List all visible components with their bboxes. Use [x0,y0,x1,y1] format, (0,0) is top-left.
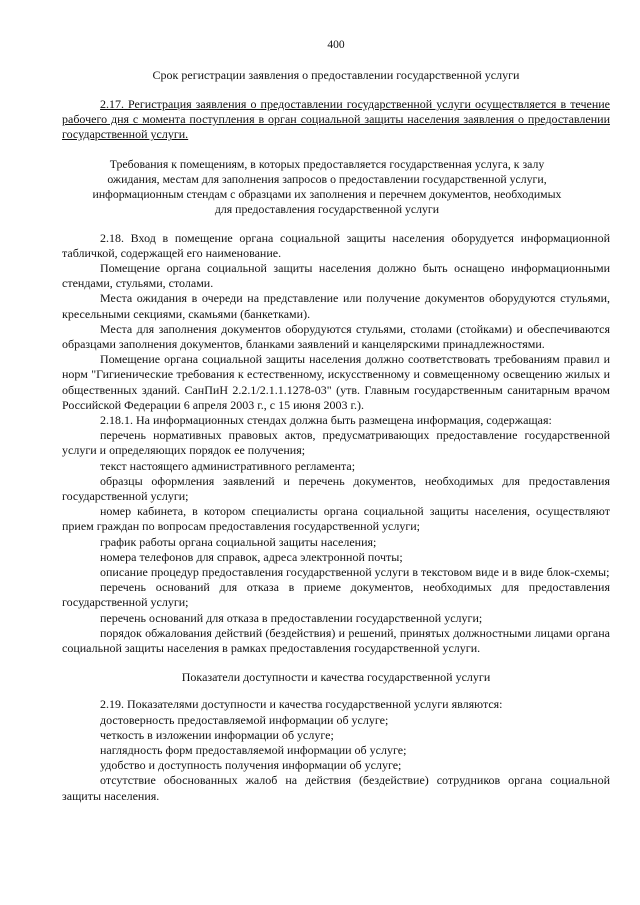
list-item: порядок обжалования действий (бездействия) и решений, принятых должностными лицами органа социальной защиты населения в рамках предоставления государственной услуги. [62,625,610,656]
paragraph-filling: Места для заполнения документов оборудуются стульями, столами (стойками) и обеспечиваются образцами заполнения документов, бланками заявлений и канцелярскими принадлежностями. [62,321,610,352]
list-item: удобство и доступность получения информации об услуге; [100,758,402,773]
list-item: наглядность форм предоставляемой информации об услуге; [100,742,407,757]
list-item: текст настоящего административного регламента; [100,458,356,473]
list-item: номер кабинета, в котором специалисты органа социальной защиты населения, осуществляют прием граждан по вопросам предоставления государственной услуги; [62,504,610,534]
section-heading-indicators: Показатели доступности и качества государственной услуги [181,670,491,685]
paragraph-sanpin: Помещение органа социальной защиты населения должно соответствовать требованиям правил и норм "Гигиенические требования к естественному, искусственному и совмещенному освещению жилых и общественных зданий. СанПиН 2.2.1/2.1.1.1278-03" (утв. Главным государственным санитарным врачом Российской Федерации 6 апреля 2003 г., с 15 июня 2003 г.). [62,352,610,412]
paragraph-2-18-1: 2.18.1. На информационных стендах должна быть размещена информация, содержащая: [100,413,552,428]
list-item: перечень оснований для отказа в приеме документов, необходимых для предоставления государственной услуги; [62,580,610,610]
page-number: 400 [327,39,345,51]
section-heading-registration: Срок регистрации заявления о предоставлении государственной услуги [152,68,520,82]
list-item: перечень нормативных правовых актов, предусматривающих предоставление государственной услуги и определяющих порядок ее получения; [62,428,610,458]
section-heading-requirements: Требования к помещениям, в которых предоставляется государственная услуга, к залу ожидания, местам для заполнения запросов о предоставлении государственной услуги, информационным стендам с образцами их заполнения и перечнем документов, необходимых для предоставления государственной услуги [92,156,562,216]
paragraph-2-18: 2.18. Вход в помещение органа социальной защиты населения оборудуется информационной табличкой, содержащей его наименование. [62,230,610,260]
paragraph-2-19: 2.19. Показателями доступности и качества государственной услуги являются: [100,697,503,712]
list-item: четкость в изложении информации об услуге; [100,727,334,742]
list-item: перечень оснований для отказа в предоставлении государственной услуги; [100,610,483,625]
list-item: график работы органа социальной защиты населения; [100,534,377,549]
document-page [62,38,610,804]
list-item: описание процедур предоставления государственной услуги в текстовом виде и в виде блок-схемы; [100,565,610,580]
list-item: достоверность предоставляемой информации об услуге; [100,712,389,727]
paragraph-2-17: 2.17. Регистрация заявления о предоставлении государственной услуги осуществляется в течение рабочего дня с момента поступления в орган социальной защиты населения заявления о предоставлении государственной услуги. [62,97,610,142]
list-item: образцы оформления заявлений и перечень документов, необходимых для предоставления государственной услуги; [62,473,610,504]
list-item: отсутствие обоснованных жалоб на действия (бездействие) сотрудников органа социальной защиты населения. [62,773,610,803]
paragraph-premises: Помещение органа социальной защиты населения должно быть оснащено информационными стендами, стульями, столами. [62,261,610,291]
list-item: номера телефонов для справок, адреса электронной почты; [100,549,403,564]
paragraph-waiting: Места ожидания в очереди на представление или получение документов оборудуются стульями, кресельными секциями, скамьями (банкетками). [62,291,610,321]
